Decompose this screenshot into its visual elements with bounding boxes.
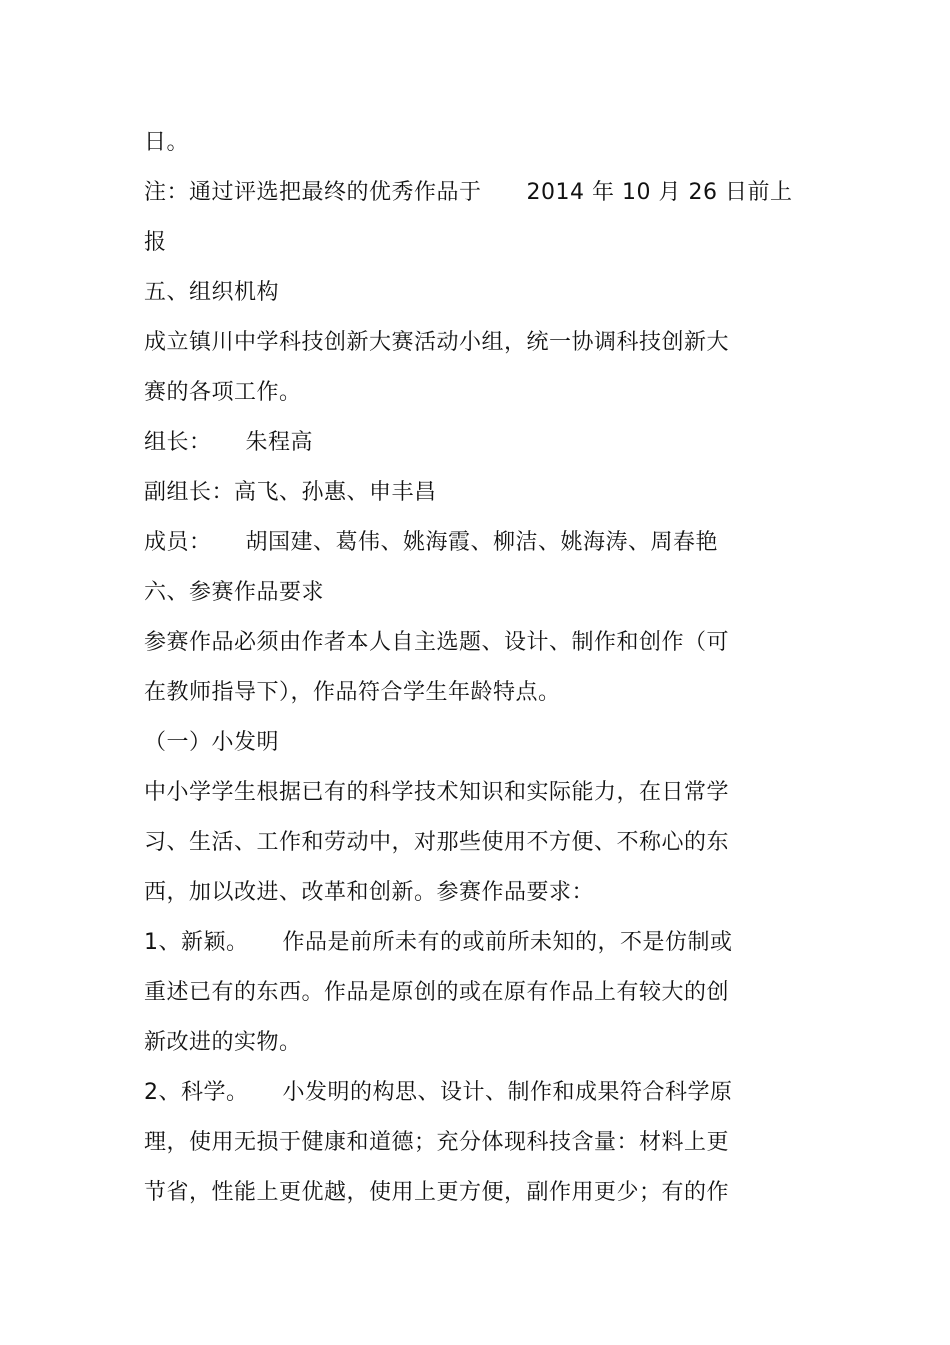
text-line: 参赛作品必须由作者本人自主选题、设计、制作和创作（可 <box>144 630 730 655</box>
text-line: 新改进的实物。 <box>144 1030 302 1055</box>
text-line: 习、生活、工作和劳动中，对那些使用不方便、不称心的东 <box>144 830 730 855</box>
text-line: 组长： 朱程高 <box>144 430 314 455</box>
text-line: 2、科学。 小发明的构思、设计、制作和成果符合科学原 <box>144 1080 733 1105</box>
text-line: 成立镇川中学科技创新大赛活动小组，统一协调科技创新大 <box>144 330 730 355</box>
text-line: 在教师指导下），作品符合学生年龄特点。 <box>144 680 561 705</box>
section-heading: 六、参赛作品要求 <box>144 580 325 605</box>
text-line: 理，使用无损于健康和道德；充分体现科技含量：材料上更 <box>144 1130 730 1155</box>
text-line: 1、新颖。 作品是前所未有的或前所未知的，不是仿制或 <box>144 930 733 955</box>
text-line: 重述已有的东西。作品是原创的或在原有作品上有较大的创 <box>144 980 730 1005</box>
text-line: 注：通过评选把最终的优秀作品于 2014 年 10 月 26 日前上 <box>144 180 793 205</box>
text-line: 节省，性能上更优越，使用上更方便，副作用更少；有的作 <box>144 1180 730 1205</box>
section-heading: 五、组织机构 <box>144 280 280 305</box>
text-line: 副组长：高飞、孙惠、申丰昌 <box>144 480 437 505</box>
text-line: 成员： 胡国建、葛伟、姚海霞、柳洁、姚海涛、周春艳 <box>144 530 719 555</box>
text-line: 日。 <box>144 130 190 155</box>
subsection-heading: （一）小发明 <box>144 730 280 755</box>
text-line: 赛的各项工作。 <box>144 380 302 405</box>
text-line: 西，加以改进、改革和创新。参赛作品要求： <box>144 880 595 905</box>
text-line: 中小学学生根据已有的科学技术知识和实际能力，在日常学 <box>144 780 730 805</box>
text-line: 报 <box>144 230 167 255</box>
